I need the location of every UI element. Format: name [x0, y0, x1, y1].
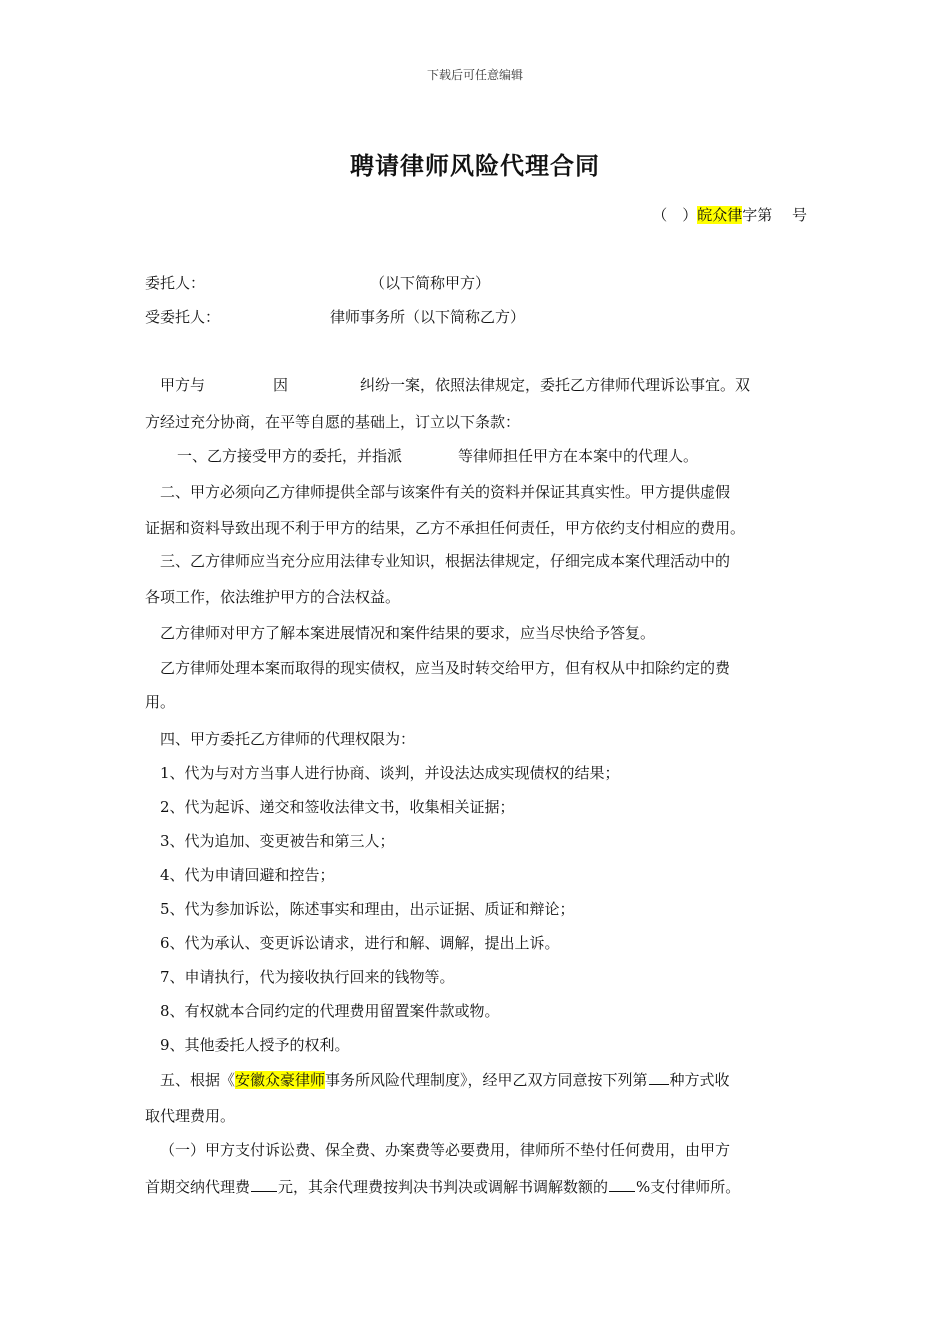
- intro-line-1: [145, 375, 822, 395]
- authority-item: 7、申请执行，代为接收执行回来的钱物等。: [160, 968, 455, 986]
- option-1-part-a: 首期交纳代理费: [145, 1178, 251, 1196]
- client-note: （以下简称甲方）: [370, 274, 491, 292]
- doc-number-org: 皖众律: [697, 206, 743, 224]
- clause-2-line-1: 二、甲方必须向乙方律师提供全部与该案件有关的资料并保证其真实性。甲方提供虚假: [160, 483, 731, 501]
- clause-1: [145, 446, 839, 466]
- clause-5-line-1: [145, 1070, 822, 1090]
- clause-4-heading: 四、甲方委托乙方律师的代理权限为：: [160, 730, 416, 748]
- intro-part-a: 甲方与: [160, 376, 206, 394]
- first-fee-blank[interactable]: [251, 1177, 277, 1192]
- intro-part-c: 纠纷一案，依照法律规定，委托乙方律师代理诉讼事宜。双: [360, 376, 751, 394]
- clause-5-part-c: 种方式收: [669, 1071, 730, 1089]
- header-note: 下载后可任意编辑: [426, 68, 523, 82]
- intro-line-2: 方经过充分协商，在平等自愿的基础上，订立以下条款：: [145, 413, 521, 431]
- percentage-blank[interactable]: [609, 1177, 635, 1192]
- clause-3-line-1: 三、乙方律师应当充分应用法律专业知识，根据法律规定，仔细完成本案代理活动中的: [160, 552, 731, 570]
- authority-item: 4、代为申请回避和控告；: [160, 866, 335, 884]
- client-line: [145, 273, 807, 293]
- fee-method-blank[interactable]: [649, 1070, 669, 1085]
- option-1-part-b: 元，其余代理费按判决书判决或调解书调解数额的: [278, 1178, 609, 1196]
- clause-5-line-2: 取代理费用。: [145, 1107, 236, 1125]
- clause-1-part-b: 等律师担任甲方在本案中的代理人。: [458, 447, 699, 465]
- clause-5-part-b: 事务所风险代理制度》，经甲乙双方同意按下列第: [325, 1071, 648, 1089]
- authority-item: 5、代为参加诉讼，陈述事实和理由，出示证据、质证和辩论；: [160, 900, 575, 918]
- para-reply: 乙方律师对甲方了解本案进展情况和案件结果的要求，应当尽快给予答复。: [160, 624, 656, 642]
- option-1-line-1: （一）甲方支付诉讼费、保全费、办案费等必要费用，律师所不垫付任何费用，由甲方: [160, 1141, 731, 1159]
- option-1-line-2: [145, 1177, 807, 1197]
- authority-item: 1、代为与对方当事人进行协商、谈判，并设法达成实现债权的结果；: [160, 764, 620, 782]
- authority-item: 8、有权就本合同约定的代理费用留置案件款或物。: [160, 1002, 500, 1020]
- agent-note: 律师事务所（以下简称乙方）: [330, 308, 526, 326]
- agent-line: [145, 307, 807, 327]
- clause-3-line-2: 各项工作，依法维护甲方的合法权益。: [145, 588, 401, 606]
- agent-label: 受委托人：: [145, 308, 221, 326]
- contract-title: 聘请律师风险代理合同: [350, 152, 600, 180]
- clause-2-line-2: 证据和资料导致出现不利于甲方的结果，乙方不承担任何责任，甲方依约支付相应的费用。: [145, 519, 746, 537]
- intro-part-b: 因: [273, 376, 289, 394]
- clause-5-part-a: 五、根据《: [160, 1071, 236, 1089]
- clause-5-org: 安徽众豪律师: [235, 1071, 326, 1089]
- para-debt-line-1: 乙方律师处理本案而取得的现实债权，应当及时转交给甲方，但有权从中扣除约定的费: [160, 659, 731, 677]
- client-label: 委托人：: [145, 274, 206, 292]
- authority-item: 3、代为追加、变更被告和第三人；: [160, 832, 395, 850]
- doc-number-prefix: （ ）: [652, 206, 698, 224]
- para-debt-line-2: 用。: [145, 693, 176, 711]
- doc-number-suffix: 字第 号: [742, 206, 807, 224]
- authority-item: 9、其他委托人授予的权利。: [160, 1036, 350, 1054]
- clause-1-part-a: 一、乙方接受甲方的委托，并指派: [177, 447, 403, 465]
- authority-item: 6、代为承认、变更诉讼请求，进行和解、调解，提出上诉。: [160, 934, 560, 952]
- option-1-part-c: %支付律师所。: [636, 1178, 741, 1196]
- authority-item: 2、代为起诉、递交和签收法律文书，收集相关证据；: [160, 798, 515, 816]
- document-number: [145, 205, 807, 225]
